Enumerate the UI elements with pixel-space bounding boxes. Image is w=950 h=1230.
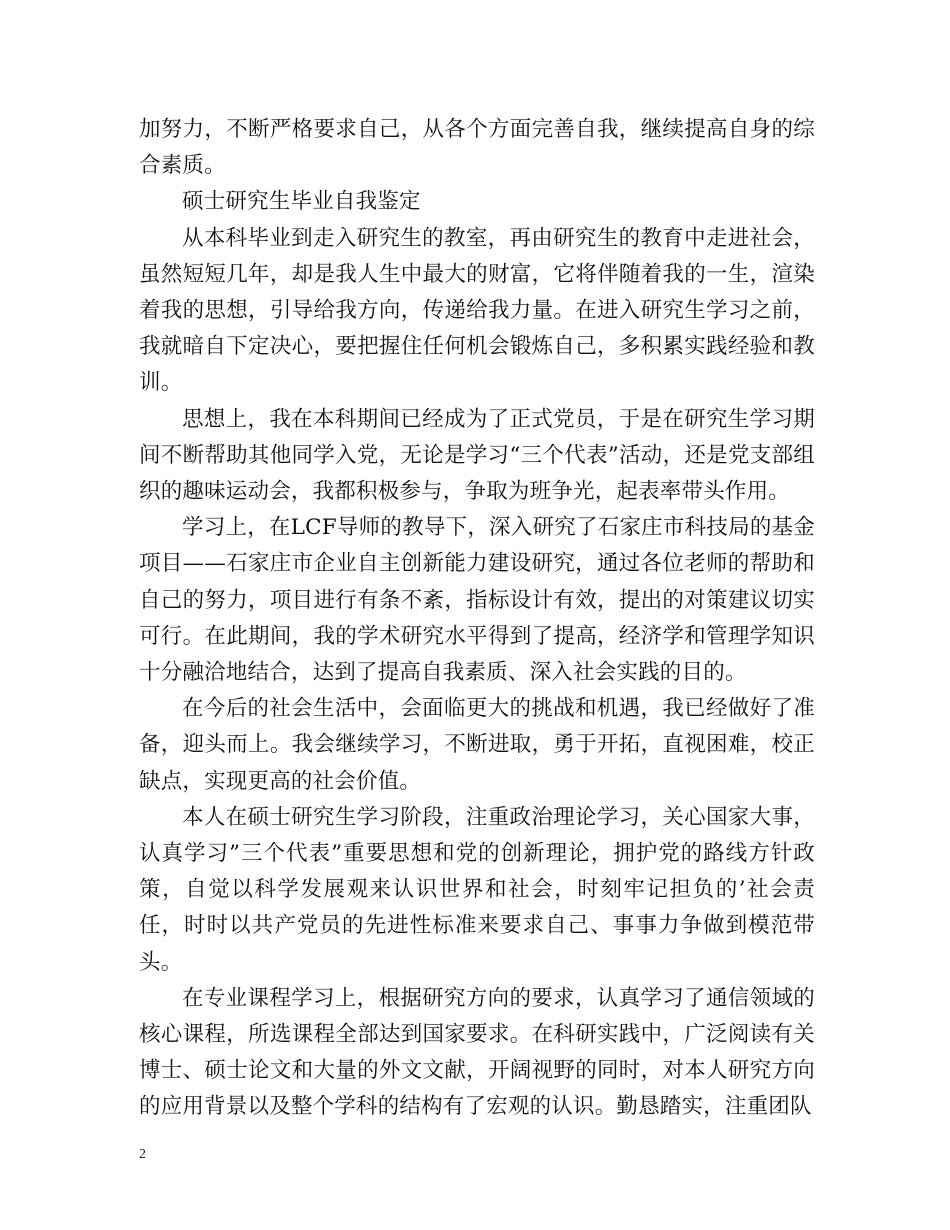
- paragraph-study: 学习上，在LCF导师的教导下，深入研究了石家庄市科技局的基金项目——石家庄市企业自主创新能力建设研究，通过各位老师的帮助和自己的努力，项目进行有条不紊，指标设计有效，提出的对策建议切实可行。在此期间，我的学术研究水平得到了提高，经济学和管理学知识十分融洽地结合，达到了提高自我素质、深入社会实践的目的。: [139, 515, 815, 686]
- paragraph-continuation: 加努力，不断严格要求自己，从各个方面完善自我，继续提高自身的综合素质。: [139, 117, 815, 179]
- section-heading: 硕士研究生毕业自我鉴定: [182, 189, 421, 215]
- paragraph-coursework: 在专业课程学习上，根据研究方向的要求，认真学习了通信领域的核心课程，所选课程全部达到国家要求。在科研实践中，广泛阅读有关博士、硕士论文和大量的外文文献，开阔视野的同时，对本人研究方向的应用背景以及整个学科的结构有了宏观的认识。勤恳踏实，注重团队: [139, 985, 815, 1120]
- paragraph-future: 在今后的社会生活中，会面临更大的挑战和机遇，我已经做好了准备，迎头而上。我会继续学习，不断进取，勇于开拓，直视困难，校正缺点，实现更高的社会价值。: [139, 696, 815, 794]
- paragraph-political: 本人在硕士研究生学习阶段，注重政治理论学习，关心国家大事，认真学习”三个代表”重要思想和党的创新理论，拥护党的路线方针政策，自觉以科学发展观来认识世界和社会，时刻牢记担负的’社会责任，时时以共产党员的先进性标准来要求自己、事事力争做到模范带头。: [139, 804, 815, 975]
- document-body: [139, 112, 815, 1126]
- paragraph-ideology: 思想上，我在本科期间已经成为了正式党员，于是在研究生学习期间不断帮助其他同学入党，无论是学习“三个代表”活动，还是党支部组织的趣味运动会，我都积极参与，争取为班争光，起表率带头作用。: [139, 406, 815, 505]
- paragraph-intro: 从本科毕业到走入研究生的教室，再由研究生的教育中走进社会，虽然短短几年，却是我人生中最大的财富，它将伴随着我的一生，渲染着我的思想，引导给我方向，传递给我力量。在进入研究生学习之前，我就暗自下定决心，要把握住任何机会锻炼自己，多积累实践经验和教训。: [139, 225, 815, 396]
- page-number: 2: [139, 1147, 146, 1162]
